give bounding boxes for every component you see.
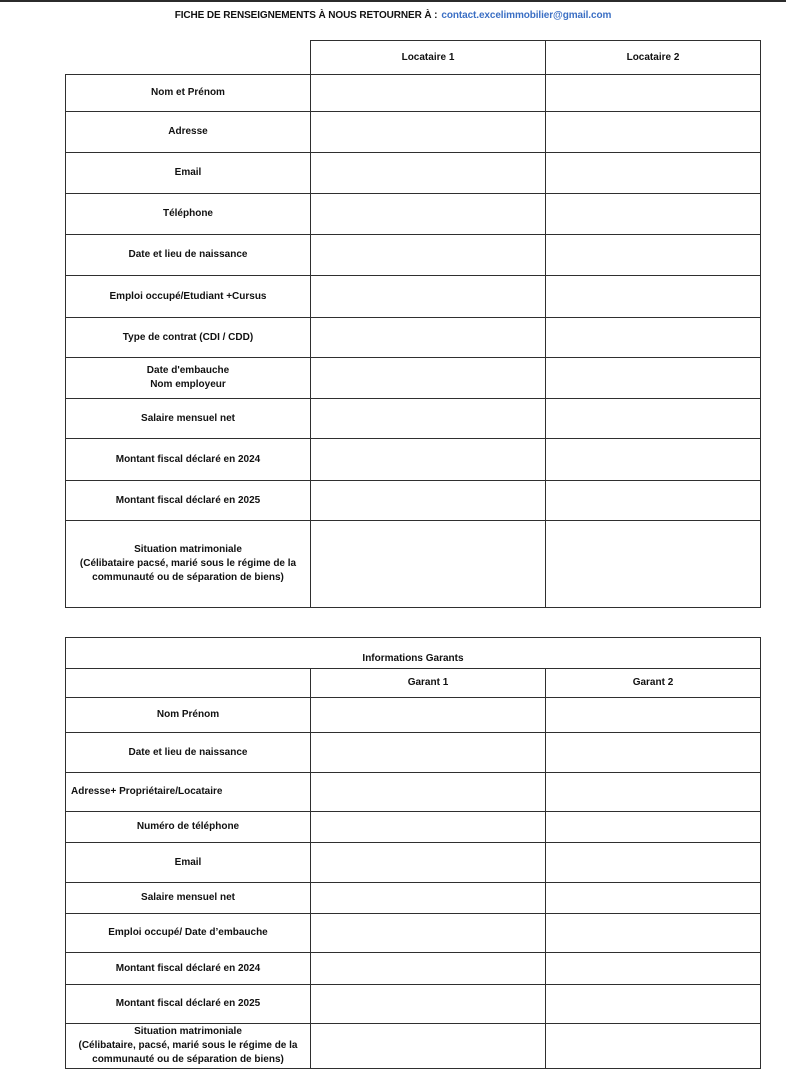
- field-locataire-1[interactable]: [311, 112, 546, 153]
- row-label-salaire: Salaire mensuel net: [66, 399, 311, 439]
- table-row: [66, 883, 761, 914]
- field-garant-1[interactable]: [311, 883, 546, 914]
- field-locataire-1[interactable]: [311, 276, 546, 318]
- table-row: [66, 953, 761, 985]
- row-label-emploi: Emploi occupé/Etudiant +Cursus: [66, 276, 311, 318]
- field-garant-2[interactable]: [546, 883, 761, 914]
- field-locataire-1[interactable]: [311, 481, 546, 521]
- table-row: [66, 276, 761, 318]
- field-locataire-1[interactable]: [311, 75, 546, 112]
- row-label-salaire: Salaire mensuel net: [66, 883, 311, 914]
- field-locataire-1[interactable]: [311, 153, 546, 194]
- field-garant-1[interactable]: [311, 733, 546, 773]
- field-locataire-2[interactable]: [546, 276, 761, 318]
- row-label-telephone: Numéro de téléphone: [66, 812, 311, 843]
- column-header-locataire-2: Locataire 2: [546, 41, 761, 75]
- table-row: [66, 399, 761, 439]
- field-locataire-1[interactable]: [311, 521, 546, 608]
- field-garant-1[interactable]: [311, 953, 546, 985]
- row-label-email: Email: [66, 843, 311, 883]
- form-header: [0, 10, 786, 21]
- field-garant-1[interactable]: [311, 812, 546, 843]
- row-label-nom-prenom: Nom Prénom: [66, 698, 311, 733]
- column-header-garant-2: Garant 2: [546, 669, 761, 698]
- field-locataire-1[interactable]: [311, 439, 546, 481]
- table-row: [66, 521, 761, 608]
- top-rule: [0, 0, 786, 2]
- guarantors-header-row: [66, 669, 761, 698]
- field-locataire-2[interactable]: [546, 235, 761, 276]
- tenants-header-row: [66, 41, 761, 75]
- row-label-contrat: Type de contrat (CDI / CDD): [66, 318, 311, 358]
- table-row: [66, 439, 761, 481]
- field-garant-2[interactable]: [546, 914, 761, 953]
- guarantors-title-row: [66, 638, 761, 669]
- row-label-fiscal-2025: Montant fiscal déclaré en 2025: [66, 481, 311, 521]
- field-locataire-2[interactable]: [546, 521, 761, 608]
- table-row: [66, 812, 761, 843]
- table-row: [66, 75, 761, 112]
- contact-email-link[interactable]: contact.excelimmobilier@gmail.com: [441, 10, 612, 21]
- row-label-emploi-embauche: Emploi occupé/ Date d’embauche: [66, 914, 311, 953]
- field-locataire-1[interactable]: [311, 399, 546, 439]
- row-label-fiscal-2024: Montant fiscal déclaré en 2024: [66, 439, 311, 481]
- row-label-situation: Situation matrimoniale (Célibataire, pacsé, marié sous le régime de la communauté ou de séparation de biens): [66, 1024, 311, 1069]
- table-row: [66, 733, 761, 773]
- column-header-locataire-1: Locataire 1: [311, 41, 546, 75]
- field-garant-2[interactable]: [546, 953, 761, 985]
- field-locataire-2[interactable]: [546, 439, 761, 481]
- field-locataire-2[interactable]: [546, 358, 761, 399]
- field-garant-1[interactable]: [311, 1024, 546, 1069]
- tenants-table: [65, 40, 761, 608]
- column-header-garant-1: Garant 1: [311, 669, 546, 698]
- field-garant-2[interactable]: [546, 812, 761, 843]
- field-locataire-2[interactable]: [546, 481, 761, 521]
- table-row: [66, 843, 761, 883]
- table-row: [66, 1024, 761, 1069]
- table-row: [66, 698, 761, 733]
- table-row: [66, 153, 761, 194]
- table-row: [66, 112, 761, 153]
- field-locataire-2[interactable]: [546, 194, 761, 235]
- field-garant-2[interactable]: [546, 733, 761, 773]
- row-label-nom-prenom: Nom et Prénom: [66, 75, 311, 112]
- row-label-situation: Situation matrimoniale (Célibataire pacsé, marié sous le régime de la communauté ou de séparation de biens): [66, 521, 311, 608]
- field-locataire-1[interactable]: [311, 318, 546, 358]
- row-label-fiscal-2025: Montant fiscal déclaré en 2025: [66, 985, 311, 1024]
- row-label-naissance: Date et lieu de naissance: [66, 733, 311, 773]
- row-label-naissance: Date et lieu de naissance: [66, 235, 311, 276]
- field-garant-2[interactable]: [546, 985, 761, 1024]
- field-garant-2[interactable]: [546, 1024, 761, 1069]
- tenants-corner-cell: [66, 41, 311, 75]
- field-garant-1[interactable]: [311, 914, 546, 953]
- row-label-fiscal-2024: Montant fiscal déclaré en 2024: [66, 953, 311, 985]
- table-row: [66, 773, 761, 812]
- row-label-email: Email: [66, 153, 311, 194]
- guarantors-title: Informations Garants: [66, 638, 761, 669]
- table-row: [66, 318, 761, 358]
- table-row: [66, 358, 761, 399]
- field-locataire-2[interactable]: [546, 153, 761, 194]
- field-locataire-2[interactable]: [546, 112, 761, 153]
- guarantors-corner-cell: [66, 669, 311, 698]
- table-row: [66, 985, 761, 1024]
- field-locataire-2[interactable]: [546, 399, 761, 439]
- header-title: FICHE DE RENSEIGNEMENTS À NOUS RETOURNER À :: [174, 10, 438, 21]
- field-locataire-1[interactable]: [311, 194, 546, 235]
- field-garant-1[interactable]: [311, 843, 546, 883]
- row-label-telephone: Téléphone: [66, 194, 311, 235]
- row-label-embauche: Date d'embauche Nom employeur: [66, 358, 311, 399]
- table-row: [66, 914, 761, 953]
- table-row: [66, 481, 761, 521]
- field-garant-1[interactable]: [311, 985, 546, 1024]
- field-locataire-2[interactable]: [546, 75, 761, 112]
- table-row: [66, 194, 761, 235]
- field-garant-2[interactable]: [546, 773, 761, 812]
- field-garant-2[interactable]: [546, 843, 761, 883]
- field-locataire-1[interactable]: [311, 235, 546, 276]
- field-locataire-2[interactable]: [546, 318, 761, 358]
- guarantors-table: [65, 637, 761, 1069]
- field-garant-1[interactable]: [311, 773, 546, 812]
- row-label-adresse-statut: Adresse+ Propriétaire/Locataire: [66, 773, 311, 812]
- table-row: [66, 235, 761, 276]
- row-label-adresse: Adresse: [66, 112, 311, 153]
- field-locataire-1[interactable]: [311, 358, 546, 399]
- field-garant-1[interactable]: [311, 698, 546, 733]
- field-garant-2[interactable]: [546, 698, 761, 733]
